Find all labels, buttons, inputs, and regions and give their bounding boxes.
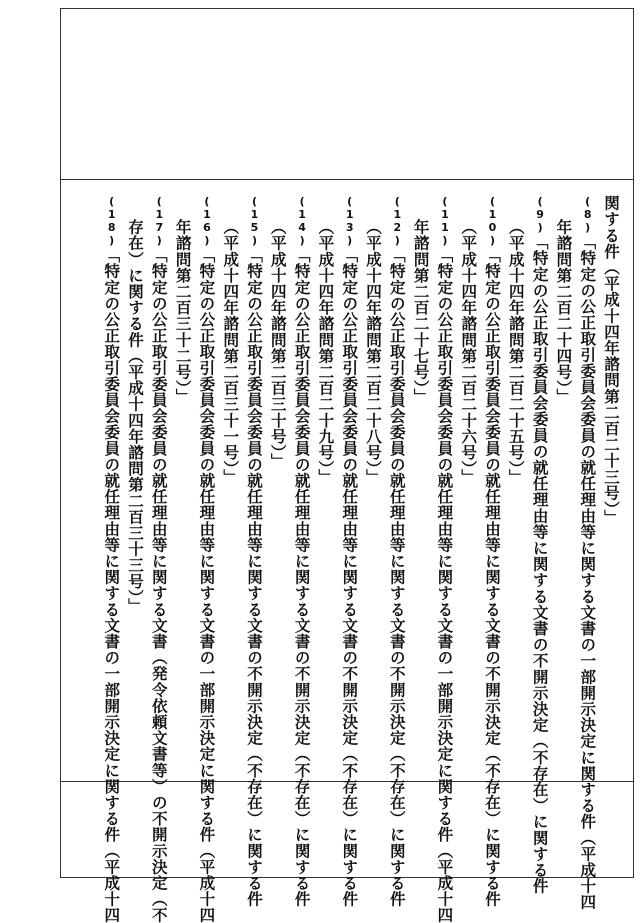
item-number: (12)	[390, 195, 404, 247]
item-text: 「特定の公正取引委員会委員の就任理由等に関する文書の一部開示決定に関する件（平成十四	[102, 247, 121, 923]
top-rule	[61, 179, 633, 180]
item-text: （平成十四年諮問第二百三十一号）」	[221, 219, 240, 485]
continuation-column	[456, 219, 480, 485]
vertical-text-body	[69, 185, 625, 923]
item-number: (15)	[248, 195, 261, 247]
item-text: 年諮問第二百二十四号）」	[554, 219, 573, 405]
item-column	[290, 195, 314, 907]
item-column	[242, 195, 266, 907]
item-text: 「特定の公正取引委員会委員の就任理由等に関する文書の一部開示決定に関する件（平成十四	[578, 234, 597, 911]
item-number: (18)	[105, 195, 119, 247]
page-frame	[60, 8, 634, 923]
item-number: (10)	[486, 195, 499, 247]
item-text: 「特定の公正取引委員会委員の就任理由等に関する文書の不開示決定（不存在）に関する件	[387, 247, 406, 908]
item-text: 年諮問第二百三十二号）」	[173, 219, 192, 405]
item-column	[575, 195, 599, 910]
item-text: （平成十四年諮問第二百二十九号）」	[316, 219, 335, 485]
continuation-column	[218, 219, 242, 485]
item-column	[528, 195, 552, 894]
continuation-column	[266, 219, 290, 469]
item-number: (13)	[343, 195, 357, 247]
item-text: 「特定の公正取引委員会委員の就任理由等に関する文書の不開示決定（不存在）に関する件	[530, 234, 549, 895]
continuation-column	[171, 219, 195, 404]
item-column	[99, 195, 123, 923]
item-text: 存在）に関する件（平成十四年諮問第二百三十三号）」	[126, 219, 144, 614]
item-column	[337, 195, 361, 907]
item-text: （平成十四年諮問第二百二十五号）」	[506, 219, 525, 485]
continuation-column	[361, 219, 385, 485]
item-column	[385, 195, 409, 907]
continuation-column	[409, 219, 433, 404]
item-number: (8)	[581, 195, 595, 234]
item-column	[147, 195, 171, 923]
item-number: (9)	[533, 195, 547, 234]
item-number: (17)	[152, 195, 166, 247]
item-text: 「特定の公正取引委員会委員の就任理由等に関する文書の不開示決定（不存在）に関する件	[245, 247, 263, 908]
item-number: (16)	[200, 195, 214, 247]
item-text: 「特定の公正取引委員会委員の就任理由等に関する文書（発令依頼文書等）の不開示決定（不	[149, 247, 168, 923]
item-column	[480, 195, 504, 907]
item-column	[432, 195, 456, 923]
item-number: (14)	[295, 195, 309, 247]
item-text: 「特定の公正取引委員会委員の就任理由等に関する文書の不開示決定（不存在）に関する件	[292, 247, 311, 908]
item-text: 「特定の公正取引委員会委員の就任理由等に関する文書の一部開示決定に関する件（平成十四	[197, 247, 216, 923]
continuation-column	[551, 219, 575, 404]
continuation-column	[313, 219, 337, 485]
item-text: （平成十四年諮問第二百二十六号）」	[459, 219, 478, 485]
item-text: （平成十四年諮問第二百二十八号）」	[364, 219, 382, 485]
item-text: 「特定の公正取引委員会委員の就任理由等に関する文書の不開示決定（不存在）に関する件	[340, 247, 359, 908]
item-text: 「特定の公正取引委員会委員の就任理由等に関する文書の一部開示決定に関する件（平成十四	[435, 247, 454, 923]
item-text: 「特定の公正取引委員会委員の就任理由等に関する文書の不開示決定（不存在）に関する件	[483, 247, 501, 908]
item-number: (11)	[438, 195, 452, 247]
item-text: （平成十四年諮問第二百三十号）」	[268, 219, 287, 469]
item-text: 関する件（平成十四年諮問第二百二十三号）」	[602, 195, 620, 526]
continuation-column	[123, 219, 147, 614]
item-text: 年諮問第二百二十七号）」	[411, 219, 430, 405]
item-column	[194, 195, 218, 923]
continuation-column	[504, 219, 528, 485]
continuation-column	[599, 195, 623, 525]
